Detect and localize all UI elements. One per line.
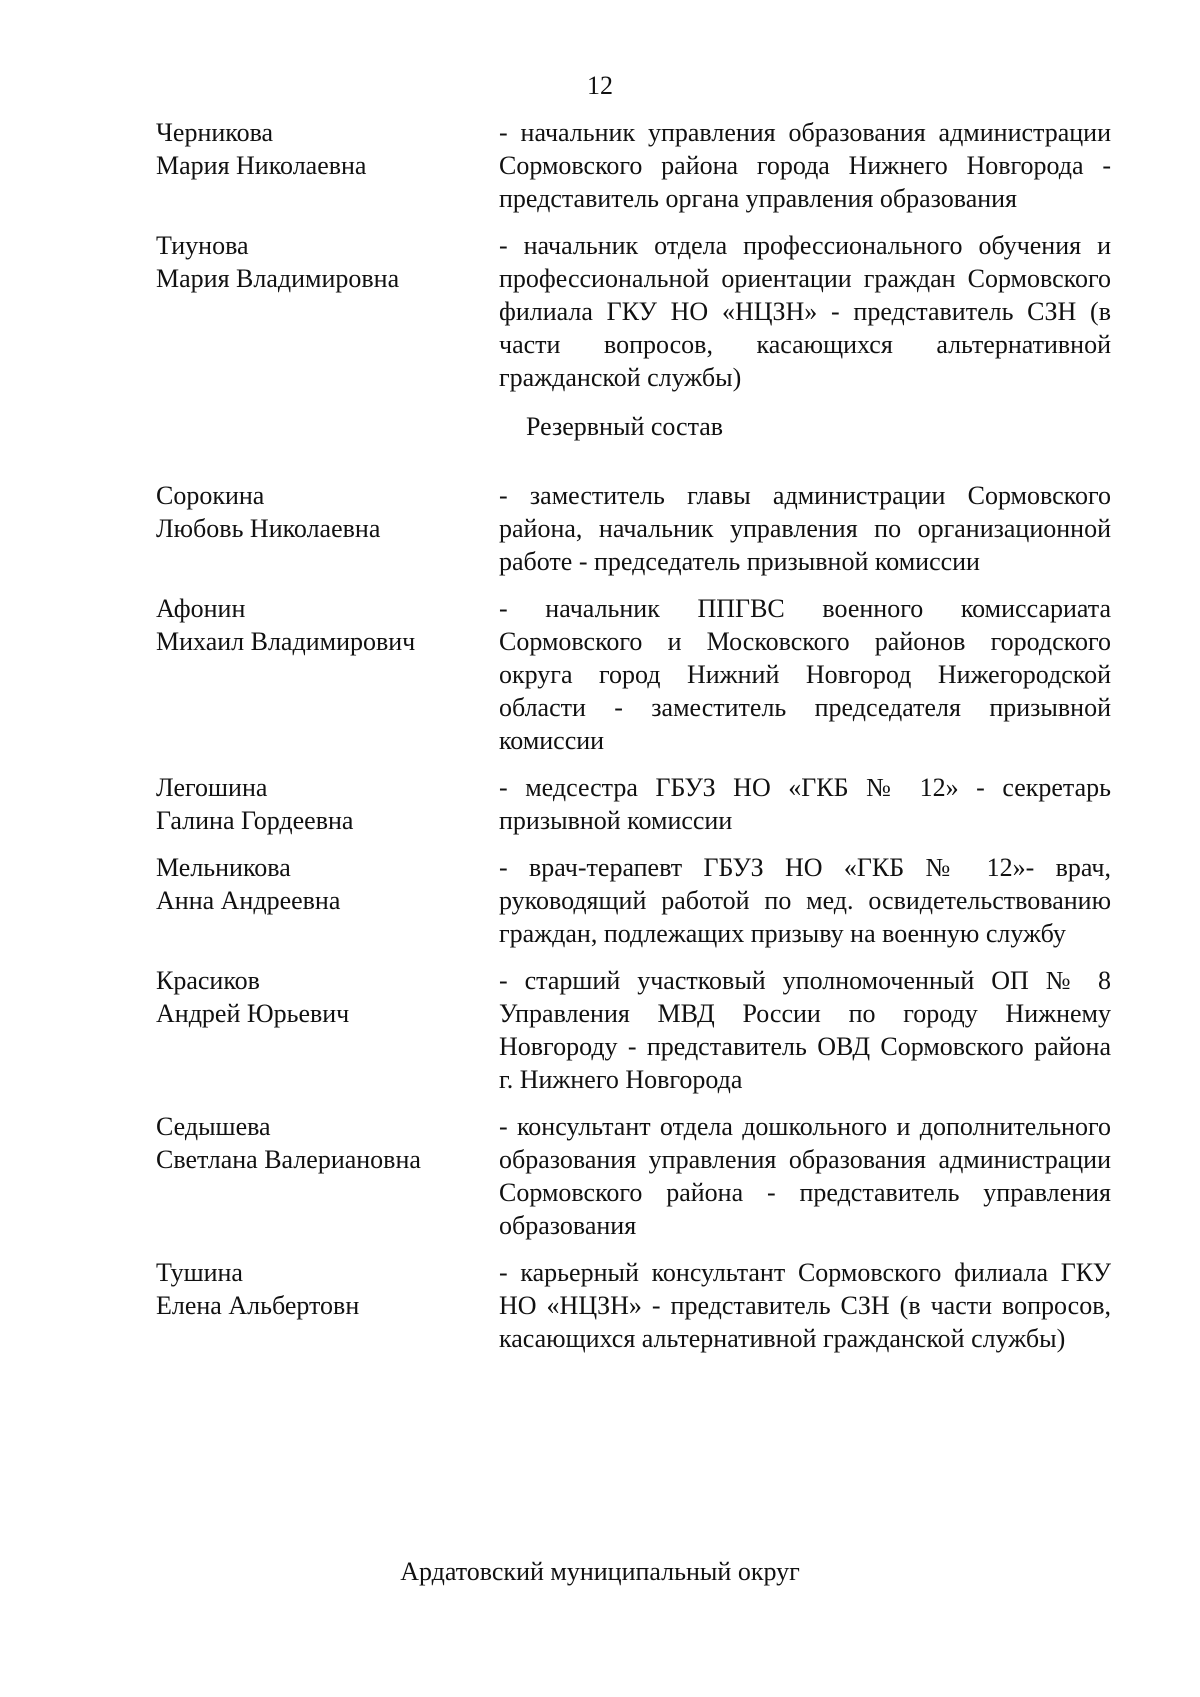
list-item xyxy=(156,771,1111,837)
page-number: 12 xyxy=(587,71,613,100)
commission-list xyxy=(156,116,1111,1369)
surname: Легошина xyxy=(156,773,268,802)
person-name xyxy=(156,1256,499,1355)
person-name xyxy=(156,229,499,394)
given-name: Галина Гордеевна xyxy=(156,806,354,835)
surname: Афонин xyxy=(156,594,246,623)
position-description: - начальник отдела профессионального обучения и профессиональной ориентации граждан Сормовского филиала ГКУ НО «НЦЗН» - представитель СЗН (в части вопросов, касающихся альтернативной гражданской службы) xyxy=(499,231,1111,392)
person-name xyxy=(156,964,499,1096)
list-item xyxy=(156,229,1111,394)
district-heading: Ардатовский муниципальный округ xyxy=(400,1557,800,1586)
position-description: - старший участковый уполномоченный ОП № 8 Управления МВД России по городу Нижнему Новгороду - представитель ОВД Сормовского района г. Нижнего Новгорода xyxy=(499,966,1111,1094)
reserve-heading: Резервный состав xyxy=(526,412,724,441)
surname: Красиков xyxy=(156,966,260,995)
given-name: Мария Николаевна xyxy=(156,151,367,180)
surname: Тиунова xyxy=(156,231,249,260)
list-item xyxy=(156,964,1111,1096)
person-name xyxy=(156,479,499,578)
given-name: Елена Альбертовн xyxy=(156,1291,360,1320)
surname: Черникова xyxy=(156,118,274,147)
position-description: - консультант отдела дошкольного и дополнительного образования управления образования администрации Сормовского района - представитель управления образования xyxy=(499,1112,1111,1240)
position-description: - начальник ППГВС военного комиссариата Сормовского и Московского районов городского округа город Нижний Новгород Нижегородской области - заместитель председателя призывной комиссии xyxy=(499,594,1111,755)
position-description: - начальник управления образования администрации Сормовского района города Нижнего Новгорода - представитель органа управления образования xyxy=(499,118,1111,213)
given-name: Светлана Валериановна xyxy=(156,1145,421,1174)
position-description: - медсестра ГБУЗ НО «ГКБ № 12» - секретарь призывной комиссии xyxy=(499,773,1111,835)
position-description: - заместитель главы администрации Сормовского района, начальник управления по организационной работе - председатель призывной комиссии xyxy=(499,481,1111,576)
surname: Сорокина xyxy=(156,481,265,510)
list-item xyxy=(156,1256,1111,1355)
position-description: - карьерный консультант Сормовского филиала ГКУ НО «НЦЗН» - представитель СЗН (в части вопросов, касающихся альтернативной гражданской службы) xyxy=(499,1258,1111,1353)
given-name: Анна Андреевна xyxy=(156,886,341,915)
position-description: - врач-терапевт ГБУЗ НО «ГКБ № 12»- врач, руководящий работой по мед. освидетельствованию граждан, подлежащих призыву на военную службу xyxy=(499,853,1111,948)
person-name xyxy=(156,771,499,837)
given-name: Андрей Юрьевич xyxy=(156,999,350,1028)
surname: Мельникова xyxy=(156,853,291,882)
list-item xyxy=(156,116,1111,215)
person-name xyxy=(156,116,499,215)
surname: Седышева xyxy=(156,1112,271,1141)
person-name xyxy=(156,851,499,950)
list-item xyxy=(156,479,1111,578)
given-name: Любовь Николаевна xyxy=(156,514,381,543)
list-item xyxy=(156,592,1111,757)
given-name: Михаил Владимирович xyxy=(156,627,416,656)
given-name: Мария Владимировна xyxy=(156,264,400,293)
list-item xyxy=(156,1110,1111,1242)
surname: Тушина xyxy=(156,1258,243,1287)
person-name xyxy=(156,592,499,757)
person-name xyxy=(156,1110,499,1242)
list-item xyxy=(156,851,1111,950)
